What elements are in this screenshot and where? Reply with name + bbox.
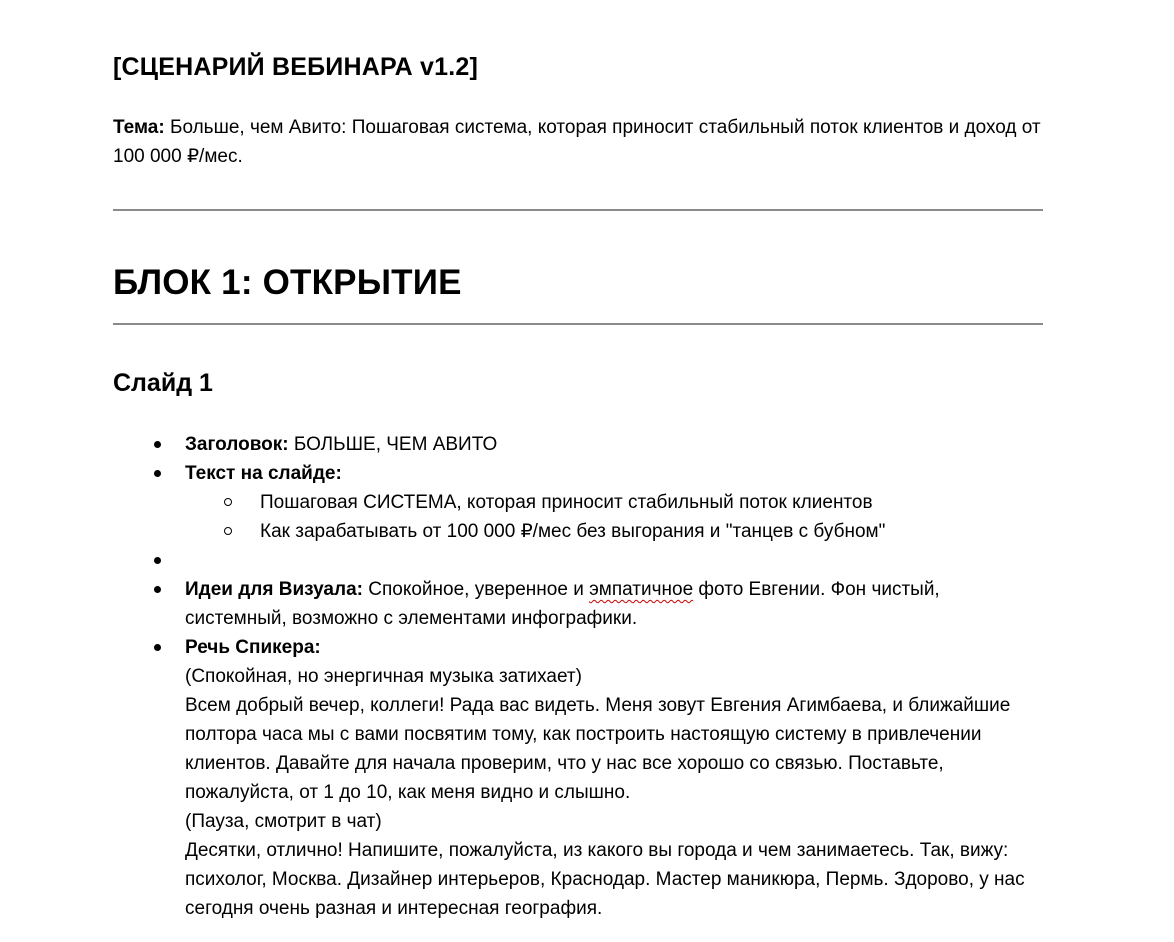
bullet-item-headline <box>113 430 1043 459</box>
speech-line-pause-cue: (Пауза, смотрит в чат) <box>185 811 382 832</box>
speech-line-greeting: Всем добрый вечер, коллеги! Рада вас видеть. Меня зовут Евгения Агимбаева, и ближайшие полтора часа мы с вами посвятим тому, как построить настоящую систему в привлечении клиентов. Давайте для начала проверим, что у нас все хорошо со связью. Поставьте, пожалуйста, от 1 до 10, как меня видно и слышно. <box>185 695 1011 803</box>
block-1-heading: БЛОК 1: ОТКРЫТИЕ <box>113 263 462 302</box>
bullet-disc-icon <box>154 557 161 564</box>
bullet-disc-icon <box>154 644 161 651</box>
speech-line-music-cue: (Спокойная, но энергичная музыка затихает) <box>185 666 582 687</box>
bullet-disc-icon <box>154 470 161 477</box>
bullet-item-empty <box>113 546 1043 575</box>
headline-label: Заголовок: <box>185 434 289 455</box>
bullet-item-visual-ideas <box>113 575 1043 633</box>
bullet-item-speaker-speech <box>113 633 1043 923</box>
sub-bullet-item-system <box>113 488 1043 517</box>
bullet-item-slide-text <box>113 459 1043 488</box>
headline-text: БОЛЬШЕ, ЧЕМ АВИТО <box>293 434 498 455</box>
speaker-speech-label: Речь Спикера: <box>185 637 321 658</box>
sub-bullet-text: Как зарабатывать от 100 000 ₽/мес без выгорания и "танцев с бубном" <box>260 521 886 542</box>
horizontal-rule-top <box>113 209 1043 211</box>
visual-text-before: Спокойное, уверенное и <box>368 579 584 600</box>
sub-bullet-text: Пошаговая СИСТЕМА, которая приносит стабильный поток клиентов <box>260 492 873 513</box>
empty-bullet-text <box>185 550 190 571</box>
bullet-circle-icon <box>224 498 232 506</box>
slide-1-heading: Слайд 1 <box>113 369 213 397</box>
misspelled-word: эмпатичное <box>589 579 694 600</box>
theme-paragraph <box>113 113 1043 171</box>
visual-text-after: фото Евгении. Фон чистый, системный, возможно с элементами инфографики. <box>185 579 940 629</box>
horizontal-rule-bottom <box>113 323 1043 325</box>
bullet-disc-icon <box>154 586 161 593</box>
speech-line-geography: Десятки, отлично! Напишите, пожалуйста, из какого вы города и чем занимаетесь. Так, вижу: психолог, Москва. Дизайнер интерьеров, Краснодар. Мастер маникюра, Пермь. Здорово, у нас сегодня очень разная и интересная география. <box>185 840 1025 919</box>
document-title: [СЦЕНАРИЙ ВЕБИНАРА v1.2] <box>113 53 479 81</box>
theme-text: Больше, чем Авито: Пошаговая система, которая приносит стабильный поток клиентов и доход от 100 000 ₽/мес. <box>113 117 1041 167</box>
theme-label: Тема: <box>113 117 165 138</box>
visual-ideas-label: Идеи для Визуала: <box>185 579 363 600</box>
sub-bullet-item-income <box>113 517 1043 546</box>
slide-1-bullet-list <box>113 430 1043 923</box>
bullet-disc-icon <box>154 441 161 448</box>
slide-text-label: Текст на слайде: <box>185 463 342 484</box>
bullet-circle-icon <box>224 527 232 535</box>
